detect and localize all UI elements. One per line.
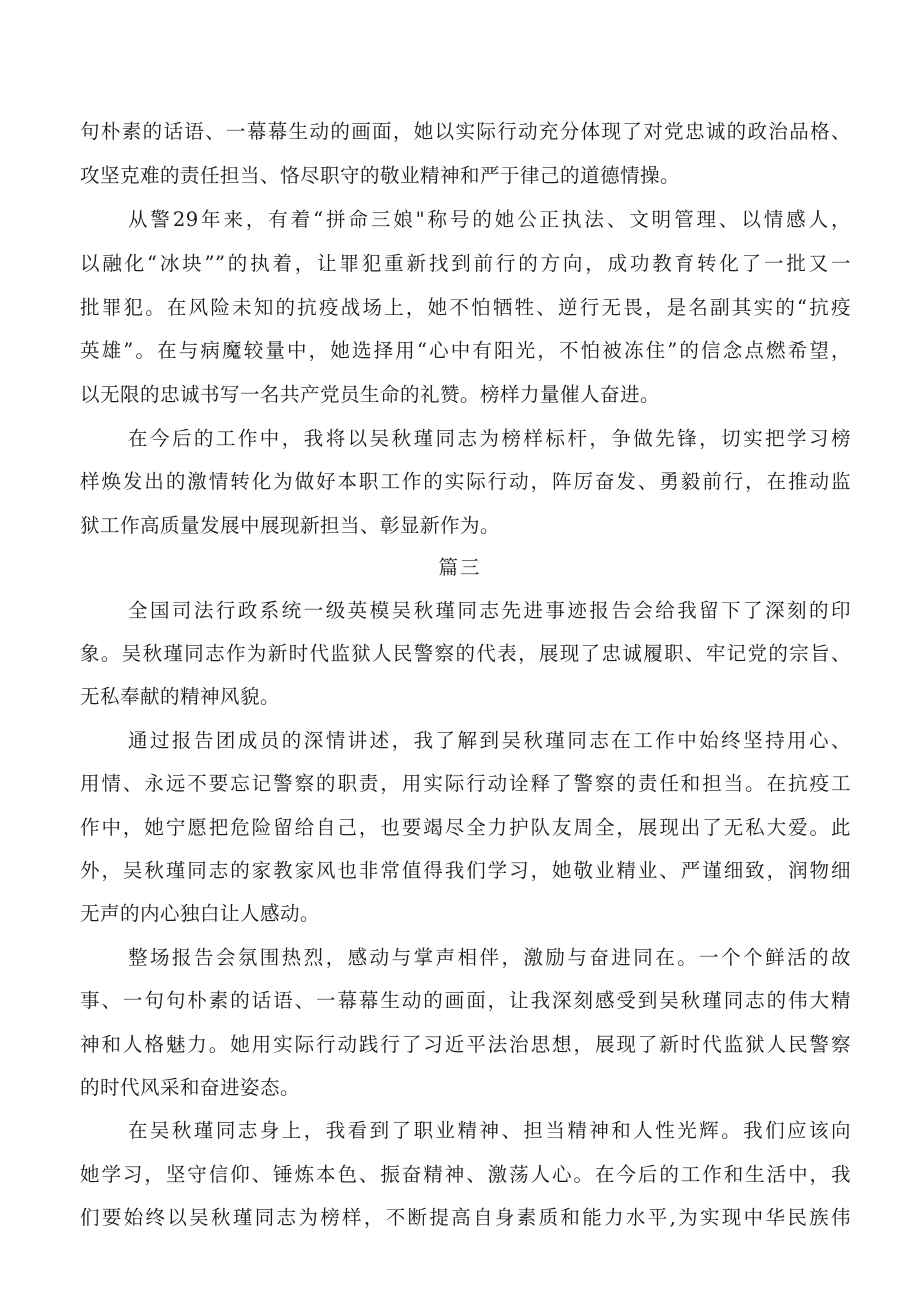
paragraph-line: 的时代风采和奋进姿态。 [80, 1076, 301, 1099]
paragraph-line: 全国司法行政系统一级英模吴秋瑾同志先进事迹报告会给我留下了深刻的印 [128, 599, 851, 622]
paragraph-line: 象。吴秋瑾同志作为新时代监狱人民警察的代表，展现了忠诚履职、牢记党的宗旨、 [80, 642, 851, 665]
paragraph-line: 样焕发出的激情转化为做好本职工作的实际行动，阵厉奋发、勇毅前行，在推动监 [80, 470, 851, 493]
paragraph-line: 事、一句句朴素的话语、一幕幕生动的画面，让我深刻感受到吴秋瑾同志的伟大精 [80, 989, 851, 1012]
paragraph-line: 们要始终以吴秋瑾同志为榜样，不断提高自身素质和能力水平,为实现中华民族伟 [80, 1206, 851, 1229]
paragraph-line: 外，吴秋瑾同志的家教家风也非常值得我们学习，她敬业精业、严谨细致，润物细 [80, 859, 851, 882]
paragraph-line: 作中，她宁愿把危险留给自己，也要竭尽全力护队友周全，展现出了无私大爱。此 [80, 816, 851, 839]
paragraph-line: 批罪犯。在风险未知的抗疫战场上，她不怕牺牲、逆行无畏，是名副其实的“抗疫 [80, 296, 851, 319]
paragraph-line: 无声的内心独白让人感动。 [80, 902, 321, 925]
paragraph-line: 英雄”。在与病魔较量中，她选择用“心中有阳光，不怕被冻住”的信念点燃希望， [80, 339, 851, 362]
paragraph-line: 以无限的忠诚书写一名共产党员生命的礼赞。榜样力量催人奋进。 [80, 383, 661, 406]
paragraph-line: 无私奉献的精神风貌。 [80, 685, 281, 708]
paragraph-line: 通过报告团成员的深情讲述，我了解到吴秋瑾同志在工作中始终坚持用心、 [128, 729, 851, 752]
paragraph-line: 在今后的工作中，我将以吴秋瑾同志为榜样标杆，争做先锋，切实把学习榜 [128, 427, 851, 450]
paragraph-line: 从警29年来，有着“拼命三娘"称号的她公正执法、文明管理、以情感人， [128, 208, 851, 231]
paragraph-line: 句朴素的话语、一幕幕生动的画面，她以实际行动充分体现了对党忠诚的政治品格、 [80, 120, 851, 143]
paragraph-line: 她学习，坚守信仰、锤炼本色、振奋精神、激荡人心。在今后的工作和生活中，我 [80, 1163, 851, 1186]
paragraph-line: 以融化“冰块””的执着，让罪犯重新找到前行的方向，成功教育转化了一批又一 [80, 252, 851, 275]
paragraph-line: 整场报告会氛围热烈，感动与掌声相伴，激励与奋进同在。一个个鲜活的故 [128, 946, 851, 969]
paragraph-line: 神和人格魅力。她用实际行动践行了习近平法治思想，展现了新时代监狱人民警察 [80, 1033, 851, 1056]
paragraph-line: 狱工作高质量发展中展现新担当、彰显新作为。 [80, 514, 501, 537]
paragraph-line: 在吴秋瑾同志身上，我看到了职业精神、担当精神和人性光辉。我们应该向 [128, 1119, 851, 1142]
paragraph-line: 用情、永远不要忘记警察的职责，用实际行动诠释了警察的责任和担当。在抗疫工 [80, 772, 851, 795]
section-heading: 篇三 [438, 556, 482, 579]
paragraph-line: 攻坚克难的责任担当、恪尽职守的敬业精神和严于律己的道德情操。 [80, 164, 681, 187]
